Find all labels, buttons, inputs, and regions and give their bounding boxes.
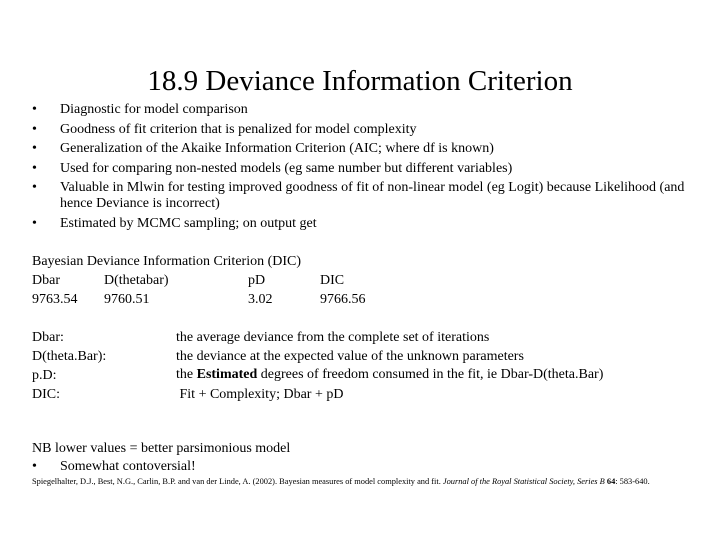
bullet-item <box>32 122 692 138</box>
reference-authors: Spiegelhalter, D.J., Best, N.G., Carlin, B.P. and van der Linde, A. (2002). Bayesian measures of model complexity and fit. <box>32 477 443 486</box>
bullet-text: Diagnostic for model comparison <box>60 102 248 117</box>
dic-header-dbar: Dbar <box>32 273 60 288</box>
definition-desc: the deviance at the expected value of the unknown parameters <box>176 349 524 364</box>
dic-value-pd: 3.02 <box>248 292 273 307</box>
dic-value-dic: 9766.56 <box>320 292 366 307</box>
bullet-item <box>32 102 692 118</box>
bullet-text: Used for comparing non-nested models (eg same number but different variables) <box>60 160 513 176</box>
nb-bullet-text: Somewhat contoversial! <box>60 459 196 474</box>
bullet-text: Estimated by MCMC sampling; on output get <box>60 215 317 231</box>
definition-desc: Fit + Complexity; Dbar + pD <box>176 387 344 402</box>
reference-volume: 64 <box>604 477 616 486</box>
definition-row <box>32 328 632 347</box>
slide-title: 18.9 Deviance Information Criterion <box>147 65 573 97</box>
bullet-item <box>32 161 692 177</box>
bullet-dot-icon: • <box>32 121 37 137</box>
definition-desc-bold: Estimated <box>196 367 258 382</box>
nb-note <box>32 440 290 476</box>
bullet-list <box>32 102 692 235</box>
definition-row <box>32 366 632 385</box>
dic-header-row <box>32 271 345 290</box>
definition-row <box>32 385 632 404</box>
bullet-item <box>32 141 692 157</box>
bullet-item <box>32 216 692 232</box>
nb-line: NB lower values = better parsimonious model <box>32 441 291 456</box>
bullet-dot-icon: • <box>32 102 37 117</box>
definition-term: Dbar: <box>32 330 64 345</box>
bullet-dot-icon: • <box>32 180 37 195</box>
dic-header-pd: pD <box>248 273 266 288</box>
reference-citation <box>32 476 672 487</box>
dic-output-block <box>32 252 366 309</box>
definition-row <box>32 347 632 366</box>
dic-value-dbar: 9763.54 <box>32 292 78 307</box>
definition-desc-part: the <box>176 367 197 382</box>
nb-bullet <box>32 458 290 476</box>
definition-term: DIC: <box>32 387 60 402</box>
bullet-text: Valuable in Mlwin for testing improved goodness of fit of non-linear model (eg Logit) because Likelihood (and hence Deviance is incorrect) <box>60 180 685 211</box>
definition-term: D(theta.Bar): <box>32 349 107 364</box>
dic-header-dthetabar: D(thetabar) <box>104 273 169 288</box>
bullet-text: Goodness of fit criterion that is penalized for model complexity <box>60 121 417 137</box>
bullet-dot-icon: • <box>32 141 37 156</box>
reference-journal: Journal of the Royal Statistical Society, Series B <box>442 477 605 486</box>
bullet-text: Generalization of the Akaike Information Criterion (AIC; where df is known) <box>60 141 494 156</box>
bullet-item <box>32 180 692 212</box>
dic-value-dthetabar: 9760.51 <box>104 292 150 307</box>
dic-header-dic: DIC <box>320 273 345 288</box>
bullet-dot-icon: • <box>32 459 37 474</box>
dic-heading: Bayesian Deviance Information Criterion (DIC) <box>32 254 302 269</box>
definition-desc <box>176 366 606 385</box>
dic-value-row <box>32 290 366 309</box>
bullet-dot-icon: • <box>32 160 37 176</box>
bullet-dot-icon: • <box>32 215 37 231</box>
reference-pages: : 583-640. <box>615 477 650 486</box>
definition-term: p.D: <box>32 368 57 383</box>
definition-list <box>32 328 632 404</box>
definition-desc-part: degrees of freedom consumed in the fit, ie Dbar-D(theta.Bar) <box>257 367 604 382</box>
definition-desc: the average deviance from the complete set of iterations <box>176 330 490 345</box>
